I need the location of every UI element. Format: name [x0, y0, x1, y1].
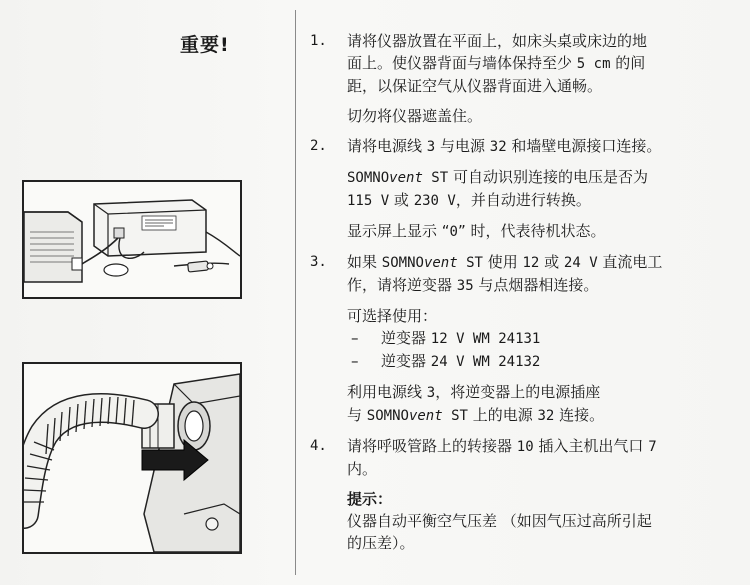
option-spec: 24 V WM 24132: [430, 354, 541, 370]
text-line: 距，以保证空气从仪器背面进入通畅。: [347, 77, 603, 95]
ref-number: 10: [516, 439, 534, 455]
ref-number: 32: [489, 139, 507, 155]
text-fragment: 作，请将逆变器: [347, 276, 457, 294]
text-fragment: 利用电源线: [347, 383, 427, 401]
brand-name: SOMNO: [347, 170, 390, 186]
instruction-item-3: [310, 251, 740, 427]
voltage-value: 115 V: [347, 193, 390, 209]
text-fragment: ” 时，代表待机状态。: [457, 222, 606, 240]
voltage-value: 230 V: [413, 193, 456, 209]
text-fragment: 请将电源线: [347, 137, 427, 155]
item-note: 切勿将仪器遮盖住。: [347, 107, 483, 125]
text-fragment: 和墙壁电源接口连接。: [506, 137, 662, 155]
ref-number: 7: [648, 439, 657, 455]
voltage-value: 24 V: [563, 255, 598, 271]
brand-name: SOMNO: [381, 255, 424, 271]
option-spec: 12 V WM 24131: [430, 331, 541, 347]
text-fragment: 插入主机出气口: [533, 437, 649, 455]
item-number: 2.: [310, 138, 327, 154]
item-number: 3.: [310, 254, 327, 270]
text-fragment: 内。: [347, 460, 378, 478]
text-line: 面上。使仪器背面与墙体保持至少: [347, 54, 577, 72]
text-fragment: 与: [347, 406, 367, 424]
brand-name: SOMNO: [366, 408, 409, 424]
item-paragraph: [347, 220, 740, 243]
text-fragment: ，并自动进行转换。: [455, 191, 591, 209]
illustration-tube-adapter: [22, 362, 242, 554]
ref-number: 3: [426, 139, 436, 155]
text-fragment: 使用: [482, 253, 523, 271]
text-fragment: ，将逆变器上的电源插座: [435, 383, 601, 401]
ref-number: 3: [426, 385, 436, 401]
text-line: 的间: [610, 54, 646, 72]
instruction-item-4: [310, 435, 740, 554]
brand-name: ST: [457, 255, 483, 271]
option-item: [347, 327, 740, 350]
display-value: 0: [449, 224, 458, 240]
important-heading: 重要!: [180, 34, 230, 56]
item-paragraph: [347, 166, 740, 212]
measure-value: 5 cm: [576, 56, 611, 72]
ref-number: 32: [537, 408, 555, 424]
brand-name: vent: [389, 170, 423, 186]
instruction-item-2: [310, 135, 740, 243]
instruction-item-1: [310, 30, 740, 127]
option-name: 逆变器: [381, 329, 431, 347]
brand-name: ST: [422, 170, 449, 186]
item-paragraph: [347, 381, 740, 427]
item-text: [347, 135, 740, 158]
brand-name: ST: [442, 408, 468, 424]
text-line: 请将仪器放置在平面上，如床头桌或床边的地: [347, 32, 648, 50]
illustration-device-power: [22, 180, 242, 299]
text-fragment: 或: [539, 253, 564, 271]
text-fragment: 直流电工: [597, 253, 663, 271]
option-name: 逆变器: [381, 352, 431, 370]
hint-title: 提示：: [347, 490, 393, 508]
text-fragment: 或: [389, 191, 414, 209]
column-divider: [295, 10, 296, 575]
item-number: 1.: [310, 33, 327, 49]
text-line: 的压差）。: [347, 534, 415, 552]
brand-name: vent: [423, 255, 458, 271]
list-dash: –: [351, 329, 359, 347]
text-line: 仪器自动平衡空气压差 （如因气压过高所引起: [347, 512, 652, 530]
options-title: 可选择使用：: [347, 307, 438, 325]
text-fragment: 连接。: [554, 406, 605, 424]
item-text: [347, 30, 740, 97]
text-fragment: 与点烟器相连接。: [473, 276, 599, 294]
hint-text: [347, 510, 740, 554]
text-fragment: 请将呼吸管路上的转接器: [347, 437, 517, 455]
text-fragment: 显示屏上显示 “: [347, 222, 450, 240]
text-fragment: 如果: [347, 253, 382, 271]
voltage-value: 12: [522, 255, 540, 271]
text-fragment: 与电源: [435, 137, 490, 155]
text-fragment: 上的电源: [467, 406, 538, 424]
brand-name: vent: [408, 408, 443, 424]
text-fragment: 可自动识别连接的电压是否为: [448, 168, 648, 186]
option-item: [347, 350, 740, 373]
instructions: [310, 30, 740, 554]
item-text: [347, 251, 740, 297]
item-number: 4.: [310, 438, 327, 454]
ref-number: 35: [456, 278, 474, 294]
list-dash: –: [351, 352, 359, 370]
item-text: [347, 435, 740, 480]
